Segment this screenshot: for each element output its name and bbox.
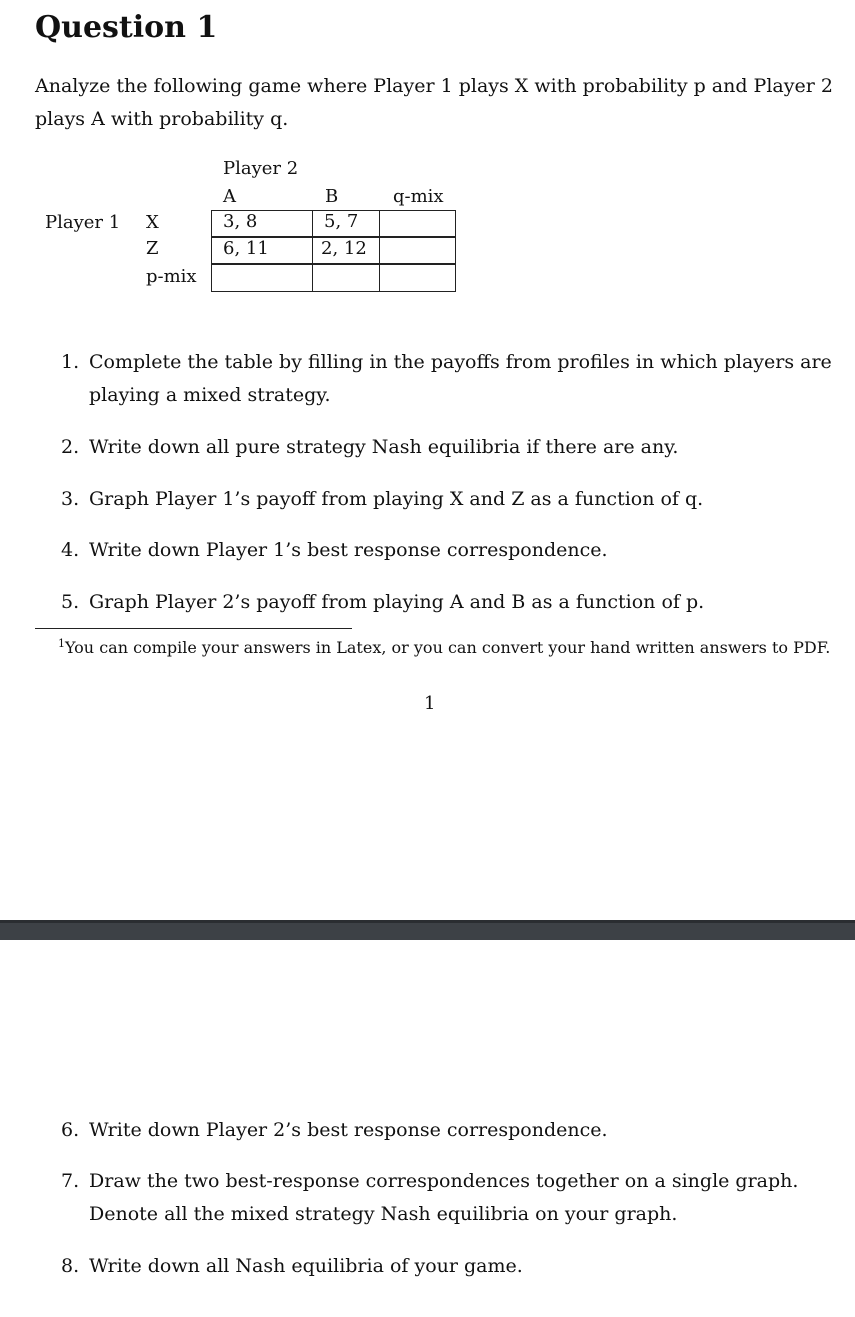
item-number: 3. [61,488,80,510]
column-header-qmix: q-mix [393,186,444,207]
footnote-mark: 1 [58,637,65,650]
cell-x-b: 5, 7 [324,211,359,232]
table-rule [211,291,456,292]
item-text: Write down all Nash equilibria of your game. [89,1255,523,1277]
footnote-rule [35,628,352,629]
cell-z-a: 6, 11 [223,238,269,259]
player1-label: Player 1 [45,212,121,233]
question-heading: Question 1 [35,10,218,45]
item-text: Graph Player 1’s payoff from playing X and Z as a function of q. [89,488,704,510]
item-text: Write down all pure strategy Nash equilibria if there are any. [89,436,679,458]
table-rule [211,210,212,292]
item-text: Draw the two best-response correspondences together on a single graph. Denote all the mixed strategy Nash equilibria on your graph. [89,1170,799,1225]
item-number: 4. [61,539,80,561]
item-number: 1. [61,351,80,373]
payoff-table [211,210,456,292]
table-rule [211,264,456,265]
footnote-text: You can compile your answers in Latex, or you can convert your hand written answers to PDF. [65,638,831,657]
item-number: 8. [61,1255,80,1277]
table-rule [312,210,313,292]
cell-z-b: 2, 12 [321,238,367,259]
column-header-a: A [223,186,236,207]
intro-paragraph: Analyze the following game where Player 1 plays X with probability p and Player 2 plays A with probability q. [35,75,833,130]
item-text: Complete the table by filling in the payoffs from profiles in which players are playing a mixed strategy. [89,351,832,406]
player2-label: Player 2 [223,158,299,179]
page-divider [0,920,855,940]
item-text: Write down Player 2’s best response correspondence. [89,1119,608,1141]
item-number: 7. [61,1170,80,1192]
column-header-b: B [325,186,339,207]
page-number: 1 [424,693,436,714]
row-label-pmix: p-mix [146,266,197,287]
page-divider-edge [0,920,855,923]
item-number: 2. [61,436,80,458]
item-number: 5. [61,591,80,613]
item-text: Graph Player 2’s payoff from playing A and B as a function of p. [89,591,705,613]
table-rule [379,210,380,292]
table-rule [455,210,456,292]
item-number: 6. [61,1119,80,1141]
row-label-x: X [146,212,159,233]
item-text: Write down Player 1’s best response correspondence. [89,539,608,561]
footnote [58,632,830,660]
cell-x-a: 3, 8 [223,211,258,232]
row-label-z: Z [146,238,159,259]
